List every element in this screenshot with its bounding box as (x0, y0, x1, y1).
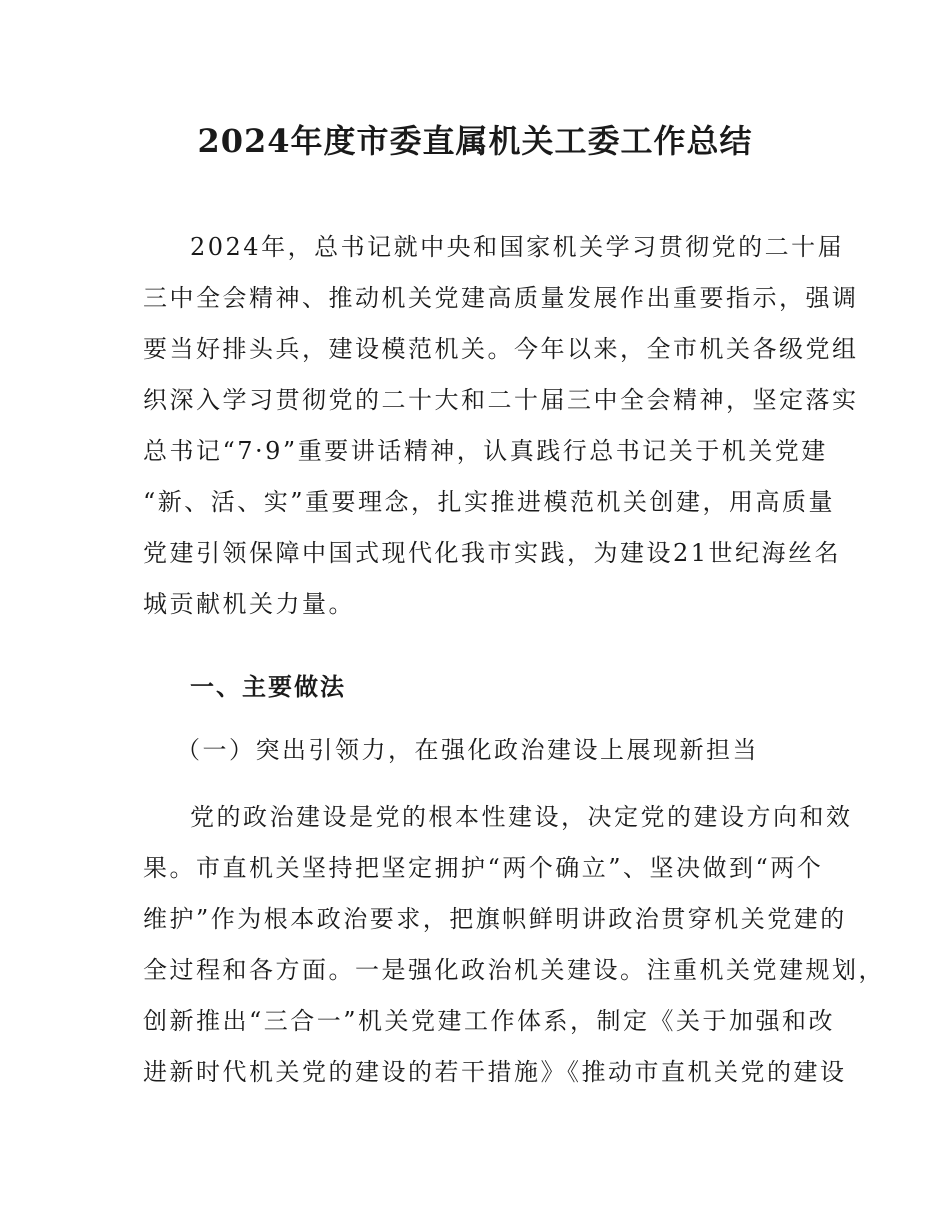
body-line: 全过程和各方面。一是强化政治机关建设。注重机关党建规划， (143, 956, 885, 984)
intro-line: 2024年，总书记就中央和国家机关学习贯彻党的二十届 (190, 233, 845, 261)
intro-line: “新、活、实”重要理念，扎实推进模范机关创建，用高质量 (143, 488, 836, 516)
body-line: 果。市直机关坚持把坚定拥护“两个确立”、坚决做到“两个 (143, 854, 824, 882)
body-line: 进新时代机关党的建设的若干措施》《推动市直机关党的建设 (143, 1058, 847, 1086)
subsection-heading: （一）突出引领力，在强化政治建设上展现新担当 (176, 736, 759, 764)
intro-line: 三中全会精神、推动机关党建高质量发展作出重要指示，强调 (143, 284, 859, 312)
body-line: 党的政治建设是党的根本性建设，决定党的建设方向和效 (190, 803, 853, 831)
intro-line: 要当好排头兵，建设模范机关。今年以来，全市机关各级党组 (143, 335, 859, 363)
body-line: 维护”作为根本政治要求，把旗帜鲜明讲政治贯穿机关党建的 (143, 905, 847, 933)
section-heading: 一、主要做法 (190, 673, 346, 701)
document-title: 2024年度市委直属机关工委工作总结 (197, 122, 753, 160)
body-line: 创新推出“三合一”机关党建工作体系，制定《关于加强和改 (143, 1007, 836, 1035)
intro-line: 总书记“7·9”重要讲话精神，认真践行总书记关于机关党建 (143, 437, 828, 465)
intro-line: 织深入学习贯彻党的二十大和二十届三中全会精神，坚定落实 (143, 386, 859, 414)
intro-line: 党建引领保障中国式现代化我市实践，为建设21世纪海丝名 (143, 539, 842, 567)
intro-line: 城贡献机关力量。 (143, 590, 355, 618)
